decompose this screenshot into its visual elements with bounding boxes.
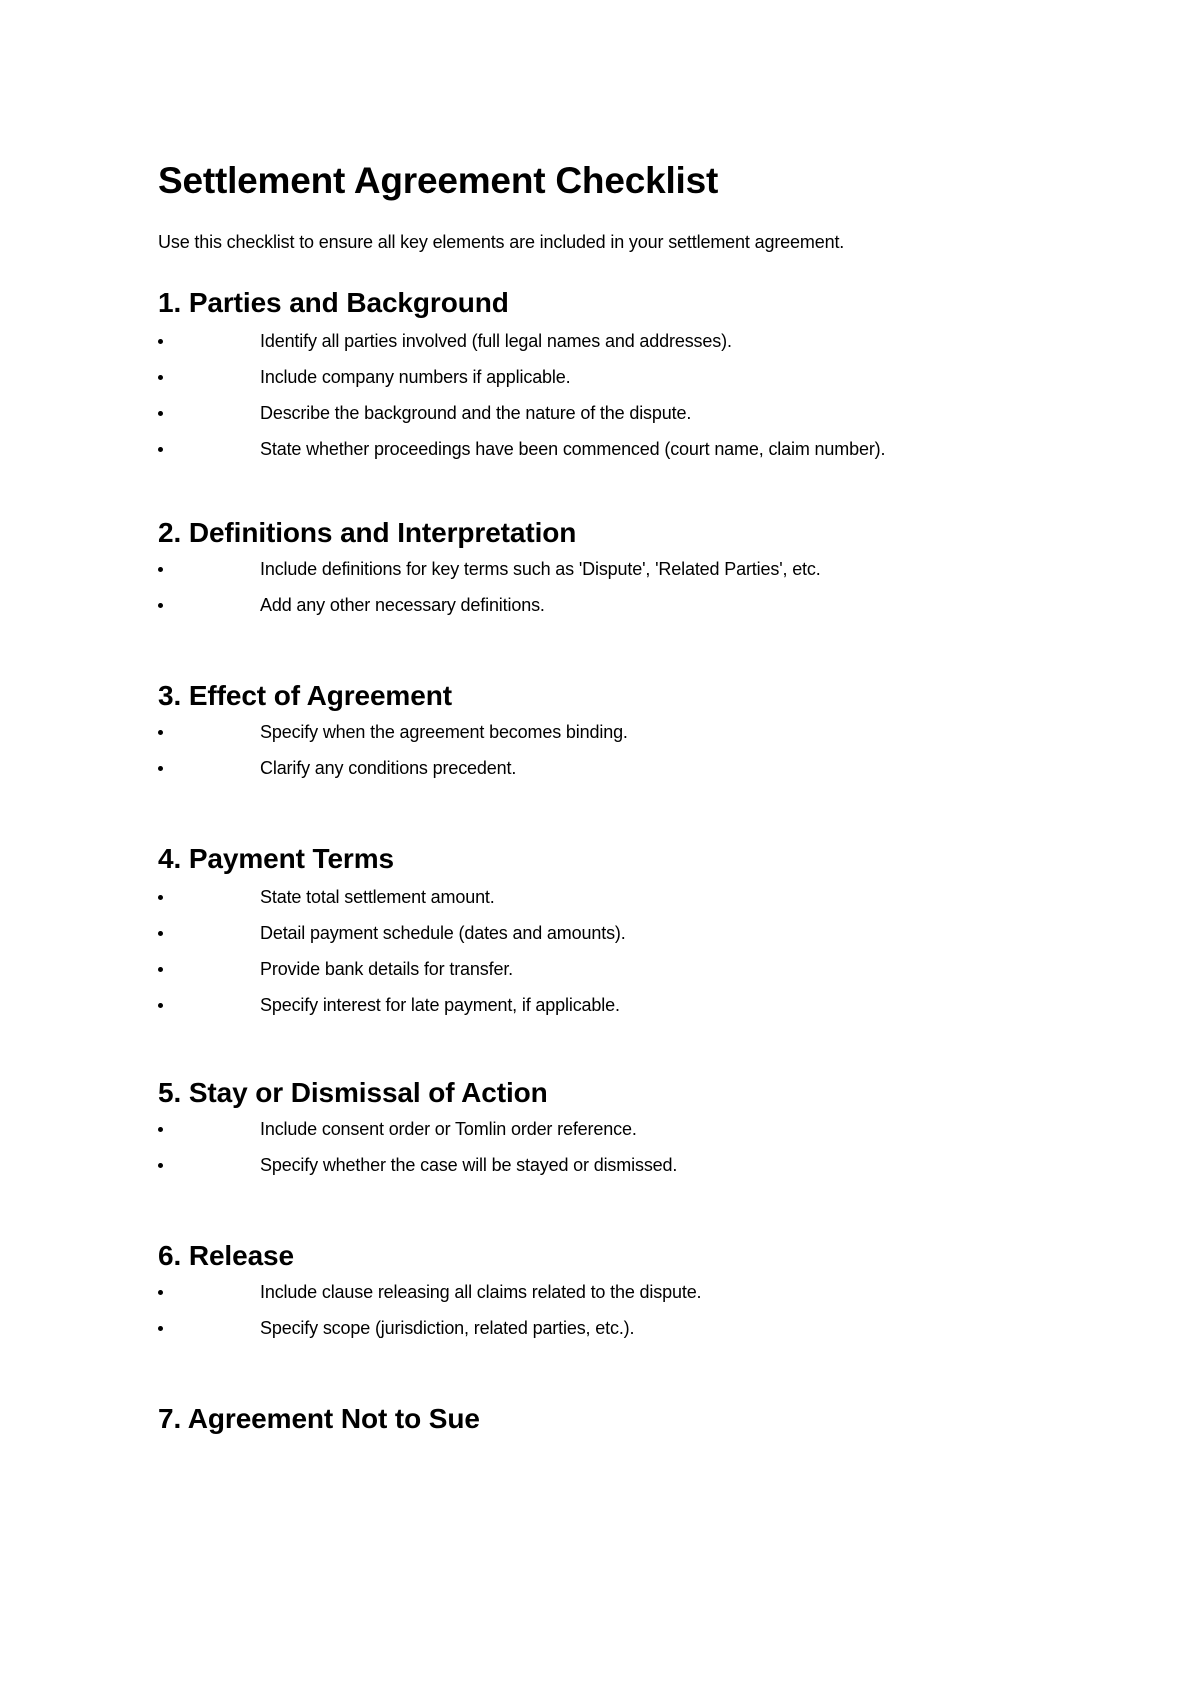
- checklist-item: [158, 1279, 1120, 1315]
- checklist-item-text: Include consent order or Tomlin order reference.: [260, 1119, 637, 1139]
- bullet-icon: [158, 1326, 163, 1331]
- checklist-item-text: Clarify any conditions precedent.: [260, 758, 517, 778]
- section-parties-background: [158, 283, 1120, 472]
- checklist-item: [158, 592, 1120, 628]
- section-agreement-not-to-sue: [158, 1399, 1120, 1439]
- checklist-item: [158, 1116, 1120, 1152]
- section-heading: 4. Payment Terms: [158, 843, 394, 874]
- checklist-item-text: Specify interest for late payment, if applicable.: [260, 995, 620, 1015]
- checklist: [158, 719, 1120, 791]
- checklist-item: [158, 884, 1120, 920]
- checklist-item: [158, 992, 1120, 1028]
- checklist: [158, 328, 1120, 472]
- section-effect-of-agreement: [158, 676, 1120, 791]
- checklist: [158, 884, 1120, 1028]
- checklist-item: [158, 556, 1120, 592]
- checklist: [158, 1279, 1120, 1351]
- checklist-item-text: Specify when the agreement becomes binding.: [260, 722, 628, 742]
- bullet-icon: [158, 447, 163, 452]
- section-definitions: [158, 513, 1120, 628]
- checklist-item: [158, 956, 1120, 992]
- section-release: [158, 1236, 1120, 1351]
- checklist-item: [158, 328, 1120, 364]
- section-stay-or-dismissal: [158, 1073, 1120, 1188]
- bullet-icon: [158, 766, 163, 771]
- checklist-item-text: Include clause releasing all claims related to the dispute.: [260, 1282, 702, 1302]
- bullet-icon: [158, 931, 163, 936]
- bullet-icon: [158, 567, 163, 572]
- bullet-icon: [158, 967, 163, 972]
- checklist-item-text: Specify whether the case will be stayed or dismissed.: [260, 1155, 678, 1175]
- page-title: Settlement Agreement Checklist: [158, 160, 719, 201]
- checklist-item: [158, 1315, 1120, 1351]
- checklist-item: [158, 920, 1120, 956]
- checklist-item-text: Specify scope (jurisdiction, related parties, etc.).: [260, 1318, 635, 1338]
- section-heading: 6. Release: [158, 1240, 294, 1271]
- bullet-icon: [158, 730, 163, 735]
- checklist-item: [158, 436, 1120, 472]
- section-heading: 5. Stay or Dismissal of Action: [158, 1077, 548, 1108]
- checklist-item: [158, 755, 1120, 791]
- bullet-icon: [158, 1163, 163, 1168]
- bullet-icon: [158, 375, 163, 380]
- section-payment-terms: [158, 839, 1120, 1028]
- checklist-item: [158, 400, 1120, 436]
- checklist-item-text: Include definitions for key terms such as 'Dispute', 'Related Parties', etc.: [260, 559, 821, 579]
- bullet-icon: [158, 895, 163, 900]
- intro-text: Use this checklist to ensure all key elements are included in your settlement agreement.: [158, 232, 845, 252]
- bullet-icon: [158, 1127, 163, 1132]
- section-heading: 1. Parties and Background: [158, 287, 509, 318]
- checklist-item: [158, 1152, 1120, 1188]
- checklist-item-text: State whether proceedings have been commenced (court name, claim number).: [260, 439, 886, 459]
- checklist-item-text: State total settlement amount.: [260, 887, 495, 907]
- bullet-icon: [158, 603, 163, 608]
- checklist-item: [158, 364, 1120, 400]
- checklist-item: [158, 719, 1120, 755]
- checklist-item-text: Add any other necessary definitions.: [260, 595, 545, 615]
- checklist-item-text: Include company numbers if applicable.: [260, 367, 571, 387]
- section-heading: 7. Agreement Not to Sue: [158, 1403, 480, 1434]
- checklist-item-text: Identify all parties involved (full legal names and addresses).: [260, 331, 732, 351]
- checklist: [158, 1116, 1120, 1188]
- bullet-icon: [158, 411, 163, 416]
- bullet-icon: [158, 339, 163, 344]
- checklist: [158, 556, 1120, 628]
- section-heading: 3. Effect of Agreement: [158, 680, 452, 711]
- bullet-icon: [158, 1003, 163, 1008]
- bullet-icon: [158, 1290, 163, 1295]
- checklist-item-text: Detail payment schedule (dates and amounts).: [260, 923, 626, 943]
- checklist-item-text: Provide bank details for transfer.: [260, 959, 514, 979]
- section-heading: 2. Definitions and Interpretation: [158, 517, 577, 548]
- checklist-item-text: Describe the background and the nature of the dispute.: [260, 403, 692, 423]
